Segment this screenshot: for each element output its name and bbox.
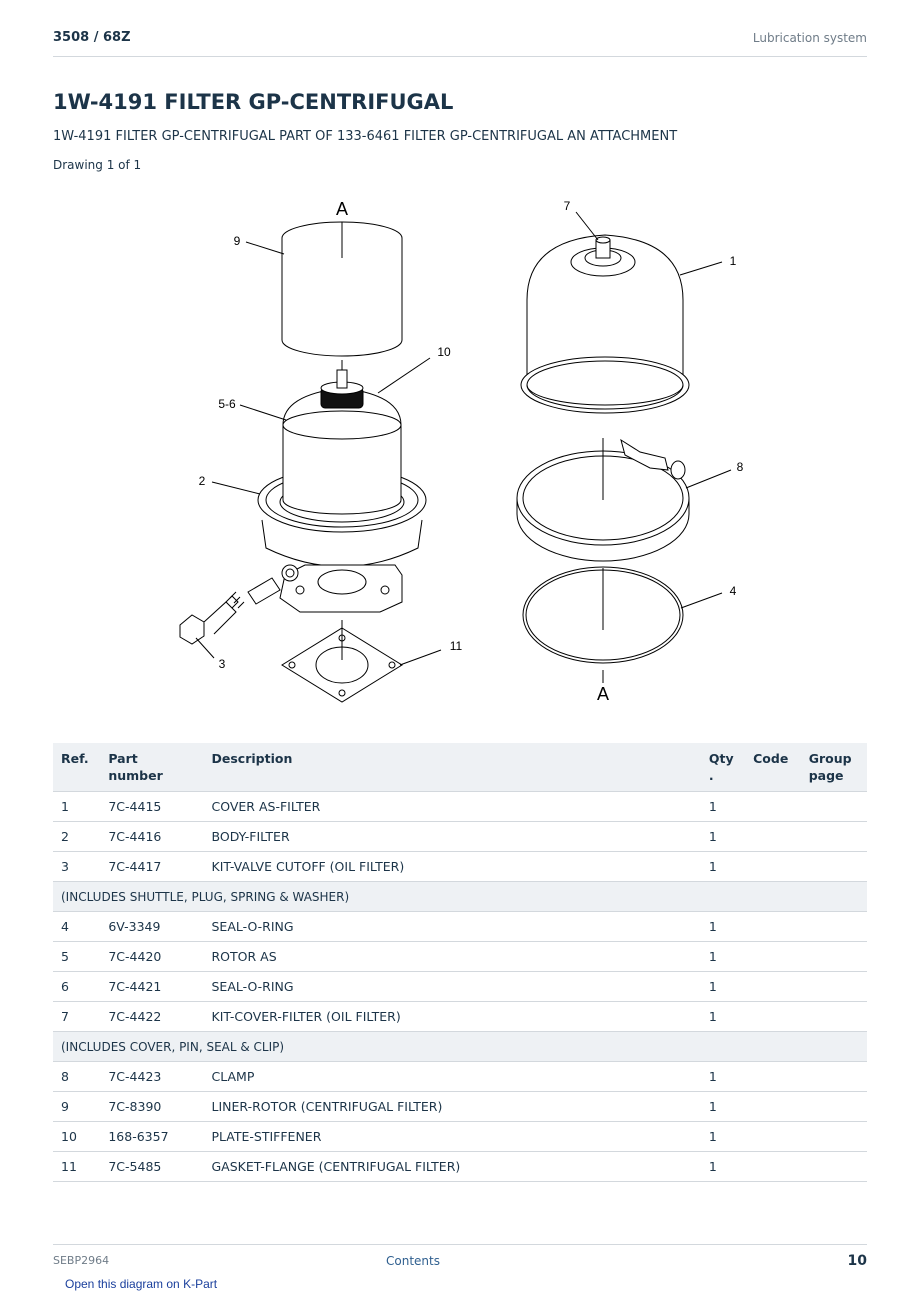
ref-cell: 3	[53, 852, 100, 882]
table-row	[53, 942, 867, 972]
header-ref: Ref.	[53, 743, 100, 792]
description-cell: KIT-VALVE CUTOFF (OIL FILTER)	[204, 852, 701, 882]
qty-cell: 1	[701, 822, 745, 852]
gasket-drawing	[282, 620, 402, 702]
qty-cell: 1	[701, 1062, 745, 1092]
group-page-cell	[801, 1152, 867, 1182]
callout-8: 8	[736, 460, 744, 474]
qty-cell: 1	[701, 1122, 745, 1152]
ref-cell: 6	[53, 972, 100, 1002]
table-row	[53, 1002, 867, 1032]
part-number-cell: 7C-4423	[100, 1062, 203, 1092]
note-cell: (INCLUDES COVER, PIN, SEAL & CLIP)	[53, 1032, 867, 1062]
callout-2: 2	[198, 474, 206, 488]
clamp-drawing	[517, 438, 689, 561]
table-row	[53, 792, 867, 822]
description-cell: COVER AS-FILTER	[204, 792, 701, 822]
callout-a-top: A	[335, 199, 349, 219]
code-cell	[745, 972, 801, 1002]
table-note-row	[53, 1032, 867, 1062]
qty-cell: 1	[701, 1092, 745, 1122]
header-description: Description	[204, 743, 701, 792]
header-group-page: Group page	[801, 743, 867, 792]
part-number-cell: 7C-4417	[100, 852, 203, 882]
page-footer	[53, 1244, 867, 1275]
header-part-number: Part number	[100, 743, 203, 792]
callout-4: 4	[729, 584, 737, 598]
rotor-drawing	[283, 370, 401, 514]
ref-cell: 4	[53, 912, 100, 942]
ref-cell: 1	[53, 792, 100, 822]
ref-cell: 9	[53, 1092, 100, 1122]
header-code: Code	[745, 743, 801, 792]
code-cell	[745, 912, 801, 942]
document-id: SEBP2964	[53, 1254, 110, 1267]
qty-cell: 1	[701, 912, 745, 942]
part-number-cell: 7C-4422	[100, 1002, 203, 1032]
ref-cell: 11	[53, 1152, 100, 1182]
part-number-cell: 6V-3349	[100, 912, 203, 942]
note-cell: (INCLUDES SHUTTLE, PLUG, SPRING & WASHER)	[53, 882, 867, 912]
code-cell	[745, 1002, 801, 1032]
table-note-row	[53, 882, 867, 912]
qty-cell: 1	[701, 1002, 745, 1032]
page-header	[53, 28, 867, 57]
section-label: Lubrication system	[752, 31, 867, 45]
part-number-cell: 7C-5485	[100, 1152, 203, 1182]
ref-cell: 2	[53, 822, 100, 852]
table-header-row	[53, 743, 867, 792]
kpart-link[interactable]: Open this diagram on K-Part	[65, 1277, 218, 1291]
qty-cell: 1	[701, 942, 745, 972]
code-cell	[745, 1122, 801, 1152]
part-number-cell: 7C-4415	[100, 792, 203, 822]
part-number-cell: 7C-4420	[100, 942, 203, 972]
page-number: 10	[847, 1253, 867, 1269]
callout-9: 9	[233, 234, 241, 248]
code-cell	[745, 792, 801, 822]
group-page-cell	[801, 1092, 867, 1122]
table-row	[53, 1092, 867, 1122]
page-subtitle: 1W-4191 FILTER GP-CENTRIFUGAL PART OF 133-6461 FILTER GP-CENTRIFUGAL AN ATTACHMENT	[53, 129, 678, 144]
description-cell: KIT-COVER-FILTER (OIL FILTER)	[204, 1002, 701, 1032]
callout-1: 1	[729, 254, 737, 268]
table-row	[53, 852, 867, 882]
qty-cell: 1	[701, 792, 745, 822]
liner-rotor-drawing	[282, 222, 402, 372]
qty-cell: 1	[701, 972, 745, 1002]
description-cell: PLATE-STIFFENER	[204, 1122, 701, 1152]
callout-10: 10	[437, 345, 451, 359]
code-cell	[745, 1152, 801, 1182]
callout-11: 11	[449, 639, 463, 653]
parts-table	[53, 743, 867, 1182]
description-cell: SEAL-O-RING	[204, 912, 701, 942]
group-page-cell	[801, 792, 867, 822]
table-row	[53, 912, 867, 942]
part-number-cell: 7C-8390	[100, 1092, 203, 1122]
group-page-cell	[801, 852, 867, 882]
group-page-cell	[801, 1062, 867, 1092]
description-cell: GASKET-FLANGE (CENTRIFUGAL FILTER)	[204, 1152, 701, 1182]
callout-7: 7	[563, 199, 571, 213]
callout-3: 3	[218, 657, 226, 671]
ref-cell: 5	[53, 942, 100, 972]
group-page-cell	[801, 942, 867, 972]
code-cell	[745, 852, 801, 882]
parts-table-body	[53, 792, 867, 1182]
part-number-cell: 168-6357	[100, 1122, 203, 1152]
table-row	[53, 972, 867, 1002]
callout-a-bottom: A	[596, 684, 610, 704]
valve-kit-drawing	[180, 578, 280, 644]
description-cell: ROTOR AS	[204, 942, 701, 972]
table-row	[53, 822, 867, 852]
code-cell	[745, 942, 801, 972]
model-label: 3508 / 68Z	[53, 30, 131, 45]
callout-5-6: 5-6	[218, 397, 236, 411]
group-page-cell	[801, 972, 867, 1002]
description-cell: SEAL-O-RING	[204, 972, 701, 1002]
group-page-cell	[801, 1002, 867, 1032]
contents-link[interactable]: Contents	[386, 1254, 440, 1268]
part-number-cell: 7C-4416	[100, 822, 203, 852]
qty-cell: 1	[701, 1152, 745, 1182]
description-cell: LINER-ROTOR (CENTRIFUGAL FILTER)	[204, 1092, 701, 1122]
group-page-cell	[801, 1122, 867, 1152]
table-row	[53, 1122, 867, 1152]
header-qty: Qty .	[701, 743, 745, 792]
code-cell	[745, 1062, 801, 1092]
code-cell	[745, 1092, 801, 1122]
ref-cell: 10	[53, 1122, 100, 1152]
group-page-cell	[801, 822, 867, 852]
table-row	[53, 1062, 867, 1092]
part-number-cell: 7C-4421	[100, 972, 203, 1002]
description-cell: CLAMP	[204, 1062, 701, 1092]
cover-drawing	[521, 235, 689, 413]
page-title: 1W-4191 FILTER GP-CENTRIFUGAL	[53, 90, 454, 114]
description-cell: BODY-FILTER	[204, 822, 701, 852]
ref-cell: 8	[53, 1062, 100, 1092]
ref-cell: 7	[53, 1002, 100, 1032]
table-row	[53, 1152, 867, 1182]
code-cell	[745, 822, 801, 852]
o-ring-drawing	[523, 567, 683, 683]
group-page-cell	[801, 912, 867, 942]
drawing-count: Drawing 1 of 1	[53, 158, 142, 172]
exploded-parts-diagram	[160, 190, 760, 720]
qty-cell: 1	[701, 852, 745, 882]
